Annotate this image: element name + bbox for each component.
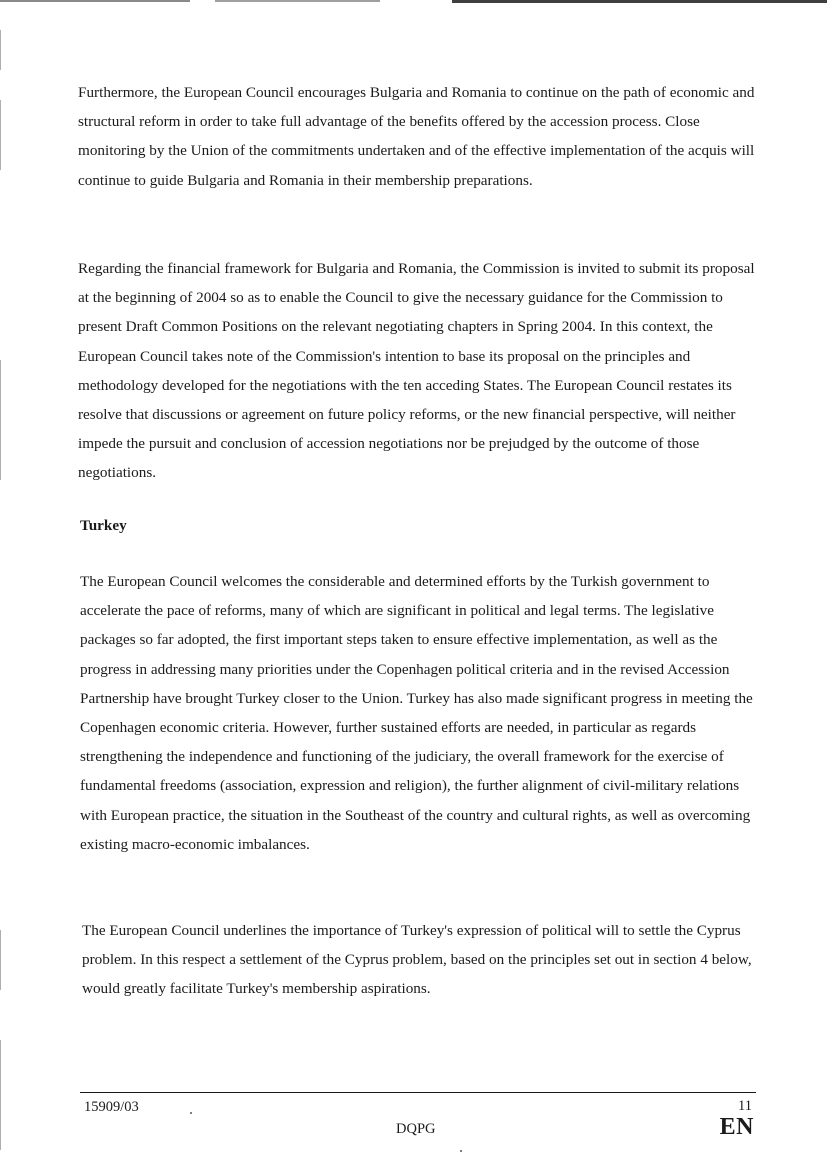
scan-artifact-top-right: [452, 0, 827, 3]
paragraph-bulgaria-romania-reform: Furthermore, the European Council encourages Bulgaria and Romania to continue on the path of economic and structural reform in order to take full advantage of the benefits offered by the accession process. Close monitoring by the Union of the commitments undertaken and of the effective implementation of the acquis will continue to guide Bulgaria and Romania in their membership preparations.: [78, 84, 755, 189]
section-heading-turkey: Turkey: [80, 517, 127, 534]
footer-page-number: 11: [738, 1098, 752, 1114]
paragraph-financial-framework: Regarding the financial framework for Bulgaria and Romania, the Commission is invited to submit its proposal at the beginning of 2004 so as to enable the Council to give the necessary guidance for the Commission to present Draft Common Positions on the relevant negotiating chapters in Spring 2004. In this context, the European Council takes note of the Commission's intention to base its proposal on the principles and methodology developed for the negotiations with the ten acceding States. The European Council restates its resolve that discussions or agreement on future policy reforms, or the new financial perspective, will neither impede the pursuit and conclusion of accession negotiations nor be prejudged by the outcome of those negotiations.: [78, 260, 755, 482]
footer-language-code: EN: [719, 1114, 754, 1140]
paragraph-turkey-reforms: The European Council welcomes the considerable and determined efforts by the Turkish government to accelerate the pace of reforms, many of which are significant in political and legal terms. The legislative packages so far adopted, the first important steps taken to ensure effective implementation, as well as the progress in addressing many priorities under the Copenhagen political criteria and in the revised Accession Partnership have brought Turkey closer to the Union. Turkey has also made significant progress in meeting the Copenhagen economic criteria. However, further sustained efforts are needed, in particular as regards strengthening the independence and functioning of the judiciary, the overall framework for the exercise of fundamental freedoms (association, expression and religion), the further alignment of civil-military relations with European practice, the situation in the Southeast of the country and cultural rights, as well as overcoming existing macro-economic imbalances.: [80, 573, 753, 853]
scan-artifact-left-edge: [0, 360, 1, 480]
scan-artifact-left-edge: [0, 1040, 1, 1150]
paragraph-cyprus-problem: The European Council underlines the importance of Turkey's expression of political will to settle the Cyprus problem. In this respect a settlement of the Cyprus problem, based on the principles set out in section 4 below, would greatly facilitate Turkey's membership aspirations.: [82, 922, 752, 998]
scan-speck: [190, 1112, 192, 1114]
scan-artifact-left-edge: [0, 930, 1, 990]
scan-artifact-left-edge: [0, 100, 1, 170]
footer-divider: [80, 1092, 756, 1093]
scan-artifact-top-left: [0, 0, 190, 2]
scan-artifact-left-edge: [0, 30, 1, 70]
footer-department-code: DQPG: [396, 1121, 436, 1137]
scan-artifact-top-middle: [215, 0, 380, 2]
scan-speck: [460, 1150, 462, 1152]
footer-document-number: 15909/03: [84, 1099, 139, 1115]
